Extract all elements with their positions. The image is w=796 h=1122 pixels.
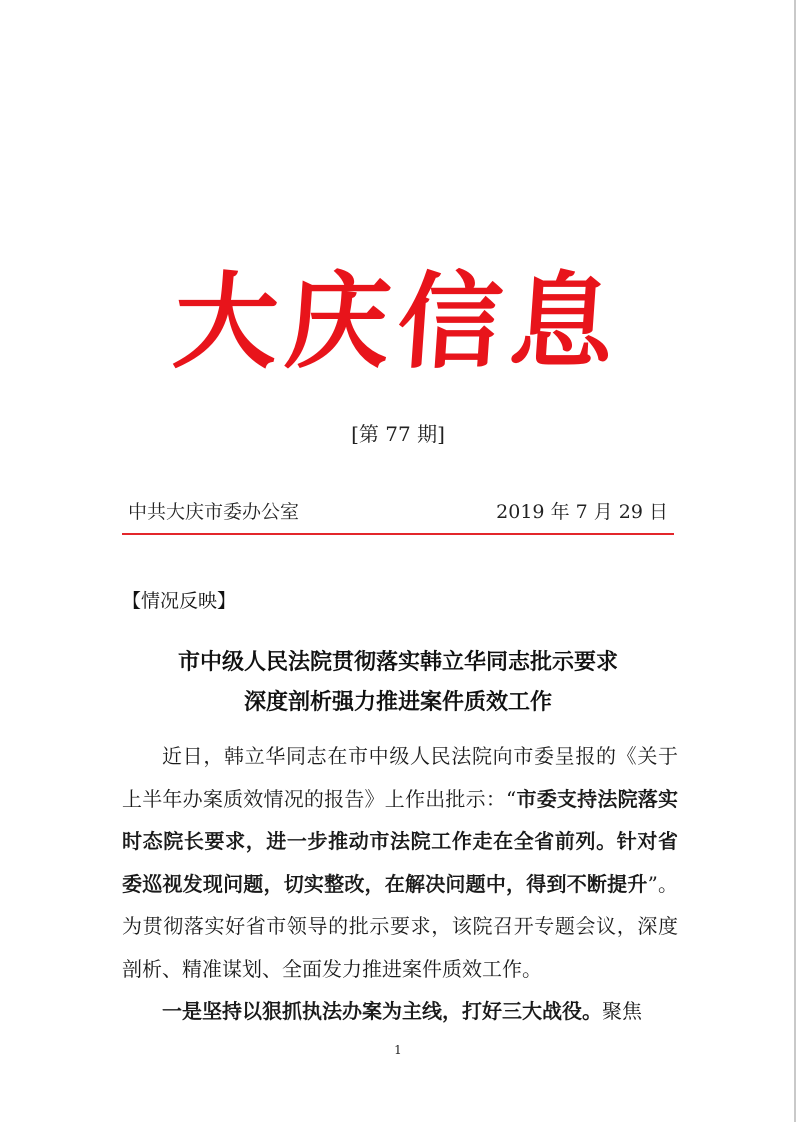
issuer-row: [128, 498, 668, 528]
paragraph-2-lead-bold: 一是坚持以狠抓执法办案为主线，打好三大战役。: [162, 999, 602, 1023]
paragraph-1-text-b: ”。为贯彻落实好省市领导的批示要求，该院召开专题会议，深度剖析、精准谋划、全面发力推进案件质效工作。: [122, 871, 679, 981]
headline-line-2: 深度剖析强力推进案件质效工作: [243, 689, 552, 715]
red-divider-line: [122, 533, 674, 535]
body-paragraph-2: [122, 990, 678, 1033]
article-headline: [100, 642, 696, 722]
headline-line-1: 市中级人民法院贯彻落实韩立华同志批示要求: [177, 649, 618, 675]
issuer-name: 中共大庆市委办公室: [128, 501, 300, 523]
paragraph-2-text: 聚焦: [602, 999, 642, 1023]
paragraph-1-quote-bold: 市委支持法院落实时态院长要求，进一步推动市法院工作走在全省前列。针对省委巡视发现问题，切实整改，在解决问题中，得到不断提升: [122, 786, 679, 896]
article-body: [122, 735, 678, 1033]
issue-date: 2019 年 7 月 29 日: [496, 501, 668, 523]
page-number: 1: [394, 1043, 402, 1057]
body-paragraph-1: [122, 735, 678, 990]
category-label: 【情况反映】: [122, 590, 237, 612]
issue-number: [第 77 期]: [351, 422, 445, 446]
masthead-title: 大庆信息: [169, 260, 627, 383]
paragraph-1-text-a: 近日，韩立华同志在市中级人民法院向市委呈报的《关于上半年办案质效情况的报告》上作出批示：“: [122, 744, 678, 811]
